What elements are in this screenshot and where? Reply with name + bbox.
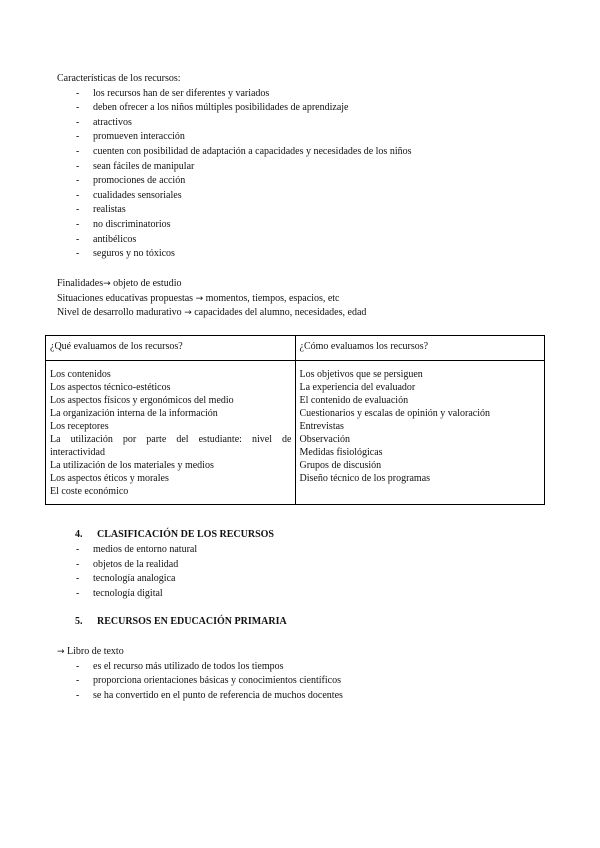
clasificacion-list (57, 543, 547, 601)
list-item: - deben ofrecer a los niños múltiples posibilidades de aprendizaje (57, 101, 547, 116)
list-item: La utilización de los materiales y medios (50, 460, 214, 471)
list-item: - proporciona orientaciones básicas y conocimientos científicos (57, 674, 547, 689)
arrow-right-icon: → (195, 293, 204, 304)
list-item: La organización interna de la información (50, 408, 218, 419)
list-item: Medidas fisiológicas (299, 447, 383, 458)
list-item: El coste económico (50, 486, 129, 497)
dash-marker: - (76, 131, 80, 143)
list-item: Observación (299, 434, 351, 445)
list-item: - medios de entorno natural (57, 543, 547, 558)
section-number: 5. (75, 616, 83, 627)
section-4-list-wrap (57, 543, 547, 601)
what-cell (46, 361, 296, 505)
list-item: Diseño técnico de los programas (299, 473, 431, 484)
dash-marker: - (76, 160, 80, 172)
list-item: - antibélicos (57, 233, 547, 248)
dash-marker: - (76, 689, 80, 701)
context-section (57, 277, 547, 321)
list-item: Entrevistas (299, 421, 344, 432)
dash-marker: - (76, 675, 80, 687)
list-item: - promueven interacción (57, 130, 547, 145)
dash-marker: - (76, 218, 80, 230)
section-number: 4. (75, 529, 83, 540)
section-4-title (75, 528, 274, 543)
list-item: - realistas (57, 203, 547, 218)
evaluation-table (45, 335, 545, 505)
dash-marker: - (76, 189, 80, 201)
situaciones-line: Situaciones educativas propuestas → momentos, tiempos, espacios, etc (57, 292, 340, 304)
dash-marker: - (76, 248, 80, 260)
section-heading: RECURSOS EN EDUCACIÓN PRIMARIA (97, 616, 287, 627)
nivel-line: Nivel de desarrollo madurativo → capacidades del alumno, necesidades, edad (57, 307, 367, 319)
dash-marker: - (76, 660, 80, 672)
list-item: - los recursos han de ser diferentes y variados (57, 87, 547, 102)
dash-marker: - (76, 587, 80, 599)
dash-marker: - (76, 145, 80, 157)
list-item: Los aspectos éticos y morales (50, 473, 169, 484)
list-item: Los objetivos que se persiguen (299, 369, 423, 380)
section-heading: CLASIFICACIÓN DE LOS RECURSOS (97, 529, 274, 540)
list-item: - no discriminatorios (57, 218, 547, 233)
section-5-body (57, 645, 547, 703)
recursos-list (57, 87, 547, 262)
list-item: La experiencia del evaluador (299, 382, 416, 393)
list-item: - objetos de la realidad (57, 558, 547, 573)
dash-marker: - (76, 204, 80, 216)
dash-marker: - (76, 116, 80, 128)
section-5-title (75, 615, 287, 630)
list-item: - tecnología analogica (57, 572, 547, 587)
list-item: Cuestionarios y escalas de opinión y valoración (299, 408, 491, 419)
list-item: Los contenidos (50, 369, 111, 380)
dash-marker: - (76, 175, 80, 187)
libro-texto-line: → Libro de texto (57, 646, 124, 657)
list-item: - sean fáciles de manipular (57, 160, 547, 175)
dash-marker: - (76, 544, 80, 555)
recursos-section (57, 72, 547, 262)
list-item: - es el recurso más utilizado de todos los tiempos (57, 660, 547, 675)
dash-marker: - (76, 573, 80, 585)
table-row (46, 361, 545, 505)
list-item: - cuenten con posibilidad de adaptación a capacidades y necesidades de los niños (57, 145, 547, 160)
dash-marker: - (76, 87, 80, 99)
list-item: El contenido de evaluación (299, 395, 409, 406)
recursos-heading: Características de los recursos: (57, 73, 181, 84)
dash-marker: - (76, 558, 80, 570)
arrow-right-icon: → (103, 279, 111, 289)
list-item: - se ha convertido en el punto de referencia de muchos docentes (57, 689, 547, 704)
list-item: - atractivos (57, 116, 547, 131)
list-item: - promociones de acción (57, 174, 547, 189)
what-header: ¿Qué evaluamos de los recursos? (46, 336, 296, 361)
list-item: - cualidades sensoriales (57, 189, 547, 204)
list-item: Los receptores (50, 421, 109, 432)
how-cell (295, 361, 545, 505)
list-item: Grupos de discusión (299, 460, 382, 471)
table-header-row (46, 336, 545, 361)
list-item: - seguros y no tóxicos (57, 247, 547, 262)
dash-marker: - (76, 102, 80, 114)
arrow-right-icon: → (57, 647, 65, 657)
arrow-right-icon: → (184, 308, 192, 319)
dash-marker: - (76, 233, 80, 245)
list-item: Los aspectos físicos y ergonómicos del medio (50, 395, 234, 406)
how-header: ¿Cómo evaluamos los recursos? (295, 336, 545, 361)
list-item: - tecnología digital (57, 587, 547, 602)
libro-texto-list (57, 660, 547, 704)
list-item: Los aspectos técnico-estéticos (50, 382, 171, 393)
list-item: La utilización por parte del estudiante: nivel de interactividad (50, 434, 292, 458)
finalidades-line: Finalidades→ objeto de estudio (57, 278, 182, 289)
